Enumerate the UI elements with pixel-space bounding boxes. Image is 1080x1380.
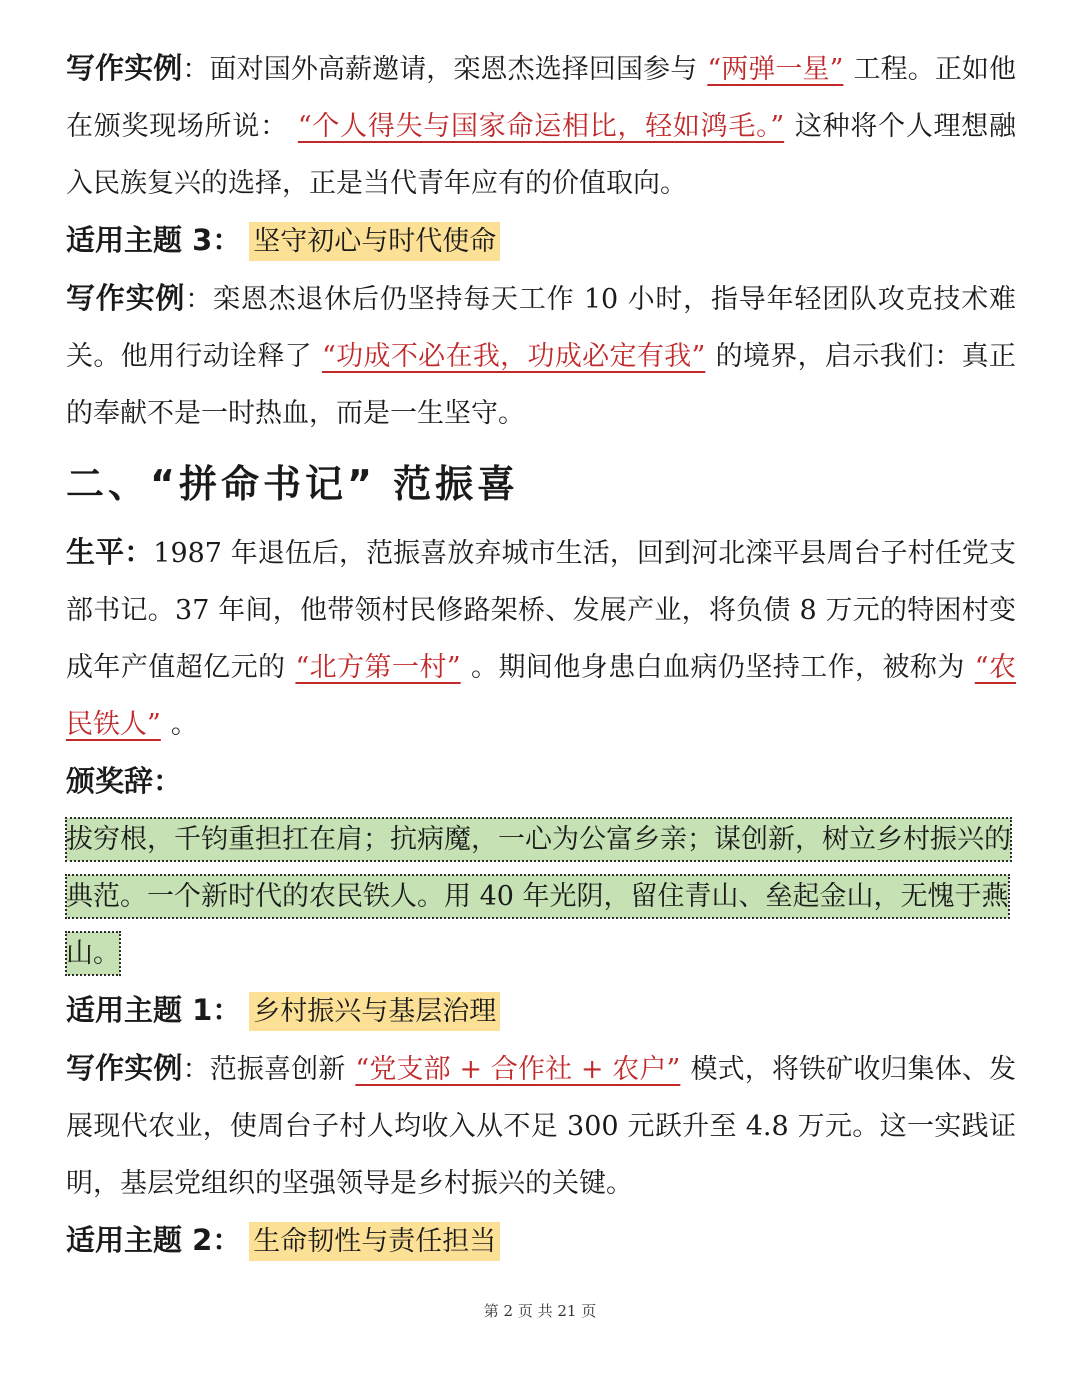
document-page (66, 40, 1016, 1270)
biography-label: 生平： (66, 535, 154, 569)
award-speech-text: 拔穷根，千钧重担扛在肩；抗病魔，一心为公富乡亲；谋创新，树立乡村振兴的典范。一个新时代的农民铁人。用 40 年光阴，留住青山、垒起金山，无愧于燕山。 (66, 818, 1011, 975)
red-highlight-phrase: “北方第一村” (295, 652, 461, 683)
paragraph-text: 工程。正如他在颁奖现场所说： (66, 54, 1017, 142)
writing-example-label: 写作实例 (66, 1051, 183, 1085)
paragraph-text: 栾恩杰退休后仍坚持每天工作 10 小时，指导年轻团队攻克技术难关。他用行动诠释了 (66, 284, 1016, 372)
red-highlight-phrase: “党支部 + 合作社 + 农户” (355, 1054, 681, 1085)
paragraph-text: 的境界，启示我们：真正的奉献不是一时热血，而是一生坚守。 (66, 341, 1016, 429)
writing-example-paragraph-1 (66, 40, 1016, 212)
writing-example-paragraph-2 (66, 270, 1016, 442)
paragraph-text: 。 (170, 709, 198, 740)
paragraph-text: 面对国外高薪邀请，栾恩杰选择回国参与 (209, 54, 698, 85)
label-separator: ： (185, 284, 214, 315)
paragraph-text: 范振喜创新 (209, 1054, 346, 1085)
section-heading: 二、“拼命书记” 范振喜 (66, 462, 520, 506)
paragraph-text: 。期间他身患白血病仍坚持工作，被称为 (470, 652, 965, 683)
theme-tag: 生命韧性与责任担当 (249, 1222, 500, 1261)
paragraph-text: 模式，将铁矿收归集体、发展现代农业，使周台子村人均收入从不足 300 元跃升至 4.8 万元。这一实践证明，基层党组织的坚强领导是乡村振兴的关键。 (66, 1054, 1017, 1199)
theme-tag: 坚守初心与时代使命 (249, 222, 500, 261)
writing-example-label: 写作实例 (66, 51, 183, 85)
theme-label: 适用主题 3： (66, 223, 242, 257)
applicable-theme-3 (66, 212, 1016, 270)
theme-tag: 乡村振兴与基层治理 (249, 992, 500, 1031)
paragraph-text: 这种将个人理想融入民族复兴的选择，正是当代青年应有的价值取向。 (66, 111, 1017, 199)
red-highlight-quote: “个人得失与国家命运相比，轻如鸿毛。” (297, 111, 785, 142)
biography-paragraph (66, 524, 1016, 753)
award-label: 颁奖辞： (66, 764, 183, 798)
theme-label: 适用主题 2： (66, 1223, 242, 1257)
award-speech-heading (66, 753, 1016, 811)
writing-example-label: 写作实例 (66, 281, 186, 315)
label-separator: ： (182, 54, 210, 85)
applicable-theme-1 (66, 982, 1016, 1040)
page-footer: 第 2 页 共 21 页 (483, 1302, 597, 1320)
red-highlight-quote: “功成不必在我，功成必定有我” (322, 341, 706, 372)
applicable-theme-2 (66, 1212, 1016, 1270)
theme-label: 适用主题 1： (66, 993, 242, 1027)
award-speech-box (66, 811, 1016, 982)
paragraph-text: 1987 年退伍后，范振喜放弃城市生活，回到河北滦平县周台子村任党支部书记。37 年间，他带领村民修路架桥、发展产业，将负债 8 万元的特困村变成年产值超亿元的 (66, 538, 1016, 683)
red-highlight-phrase: “农民铁人” (66, 652, 1017, 740)
red-highlight-phrase: “两弹一星” (707, 54, 844, 85)
label-separator: ： (182, 1054, 210, 1085)
writing-example-paragraph-3 (66, 1040, 1016, 1212)
